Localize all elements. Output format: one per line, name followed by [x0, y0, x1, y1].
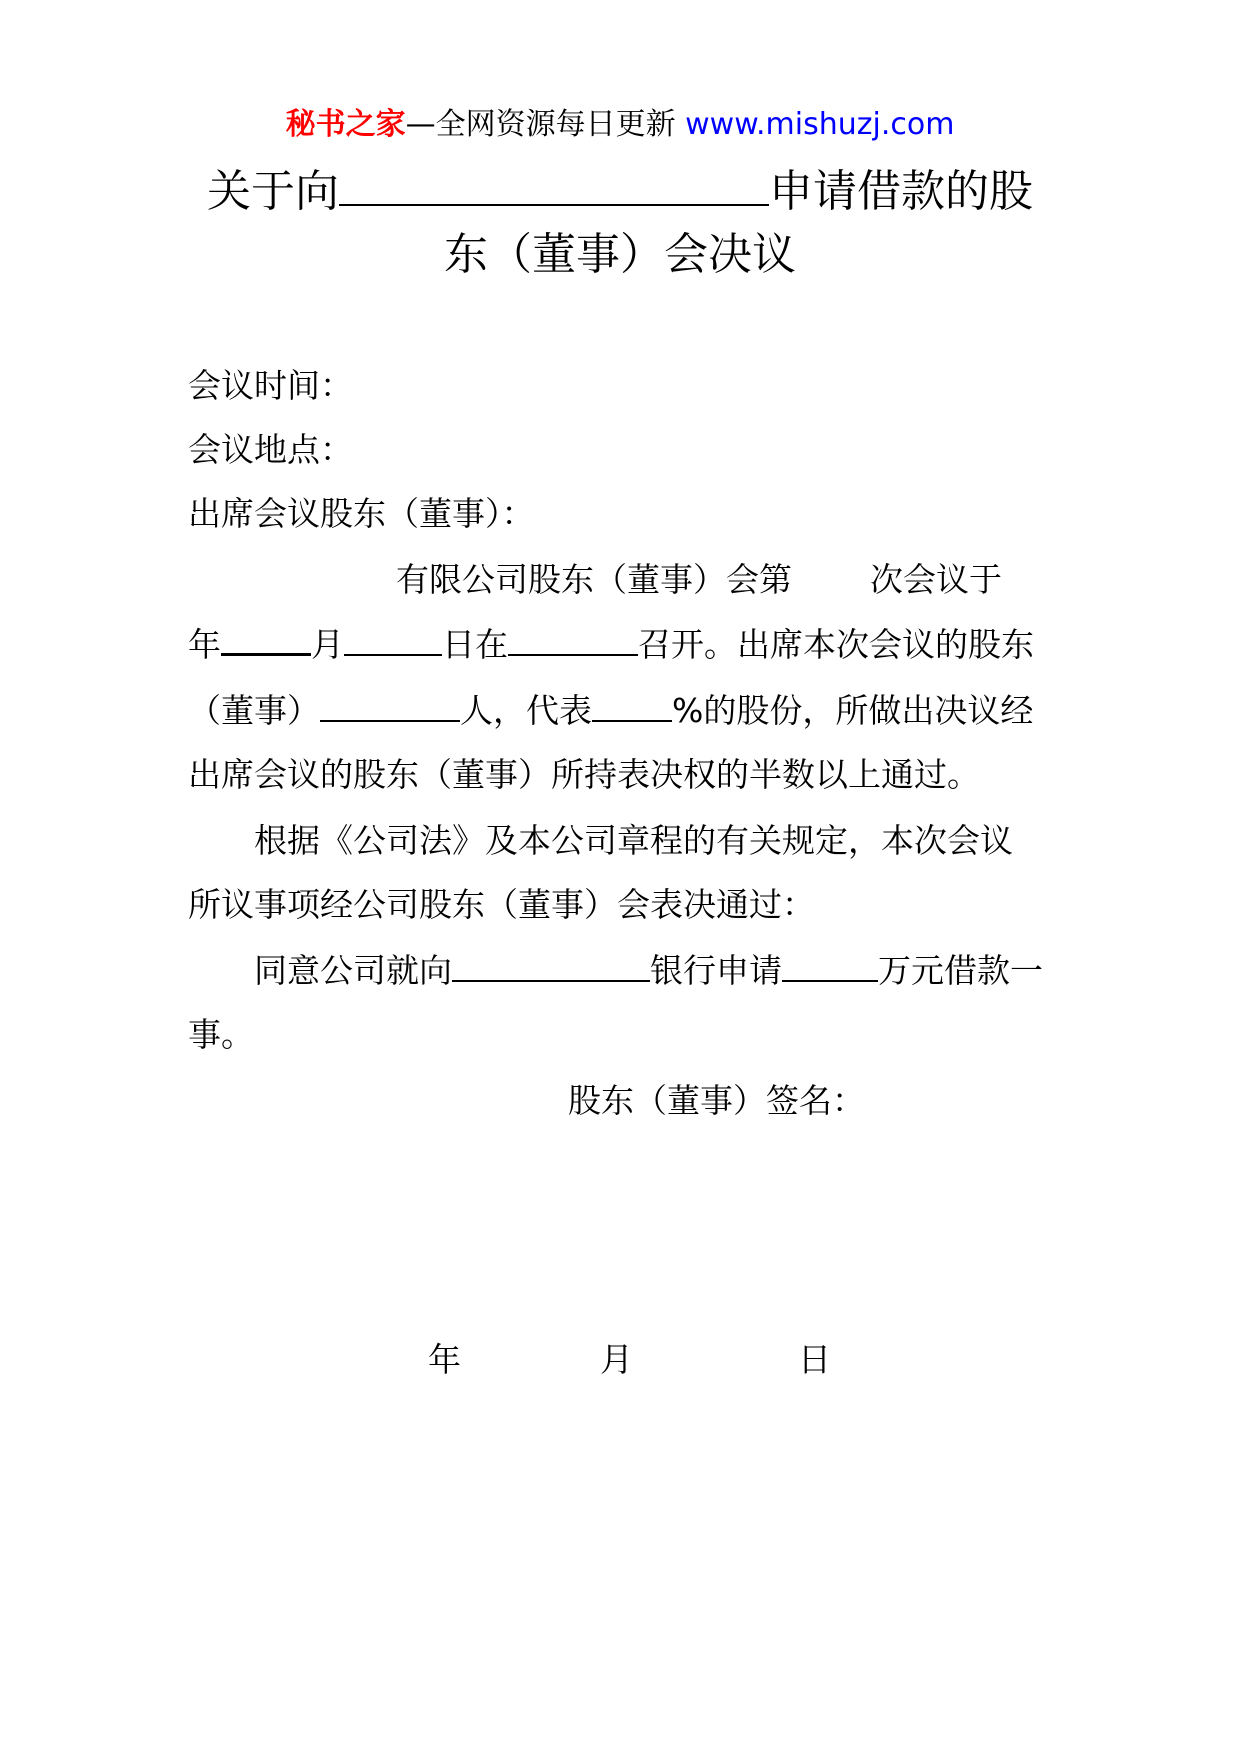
- convened-text: 召开。出席本次会议的股东: [638, 625, 1034, 664]
- brand-name: 秘书之家: [285, 107, 406, 142]
- bank-apply-text: 银行申请: [650, 951, 782, 990]
- meeting-time-label: 会议时间：: [188, 366, 353, 405]
- month-text: 月: [311, 625, 344, 664]
- lender-blank[interactable]: [339, 160, 769, 206]
- title-suffix: 申请借款的股: [769, 166, 1033, 217]
- meeting-place-label: 会议地点：: [188, 430, 353, 469]
- document-title-line-2: 东（董事）会决议: [444, 229, 796, 280]
- day-text: 日在: [442, 625, 508, 664]
- share-percent-blank[interactable]: [592, 687, 672, 722]
- document-title-line-1: [0, 160, 1240, 222]
- year-text: 年: [188, 625, 221, 664]
- persons-representing-text: 人，代表: [460, 691, 592, 730]
- paragraph1-line3: [188, 686, 1033, 736]
- sign-month: 月: [600, 1340, 633, 1379]
- site-url[interactable]: www.mishuzj.com: [685, 107, 955, 142]
- paragraph1-line2: [188, 620, 1034, 670]
- directors-text: （董事）: [188, 691, 320, 730]
- paragraph2-line1: 根据《公司法》及本公司章程的有关规定，本次会议: [254, 821, 1013, 860]
- paragraph2-line2: 所议事项经公司股东（董事）会表决通过：: [188, 885, 815, 924]
- sign-year: 年: [428, 1340, 461, 1379]
- meeting-held-text: 次会议于: [870, 560, 1002, 599]
- amount-blank[interactable]: [782, 947, 878, 982]
- year-blank[interactable]: [221, 620, 311, 656]
- loan-text: 万元借款一: [878, 951, 1043, 990]
- share-resolution-text: %的股份，所做出决议经: [672, 691, 1034, 730]
- header-tagline: —全网资源每日更新: [405, 107, 676, 142]
- company-meeting-text: 有限公司股东（董事）会第: [396, 560, 792, 599]
- paragraph1-line1: [396, 555, 1002, 605]
- attendee-count-blank[interactable]: [320, 687, 460, 722]
- month-blank[interactable]: [344, 621, 442, 656]
- location-blank[interactable]: [508, 621, 638, 656]
- attendees-label: 出席会议股东（董事）：: [188, 494, 535, 533]
- agree-text: 同意公司就向: [254, 951, 452, 990]
- signature-label: 股东（董事）签名：: [568, 1081, 865, 1120]
- site-header: [0, 100, 1240, 150]
- paragraph1-line4: 出席会议的股东（董事）所持表决权的半数以上通过。: [188, 755, 980, 794]
- bank-blank[interactable]: [452, 947, 650, 982]
- sign-day: 日: [798, 1340, 831, 1379]
- paragraph3-line2: 事。: [188, 1015, 254, 1054]
- title-prefix: 关于向: [207, 166, 339, 217]
- paragraph3-line1: [254, 946, 1043, 996]
